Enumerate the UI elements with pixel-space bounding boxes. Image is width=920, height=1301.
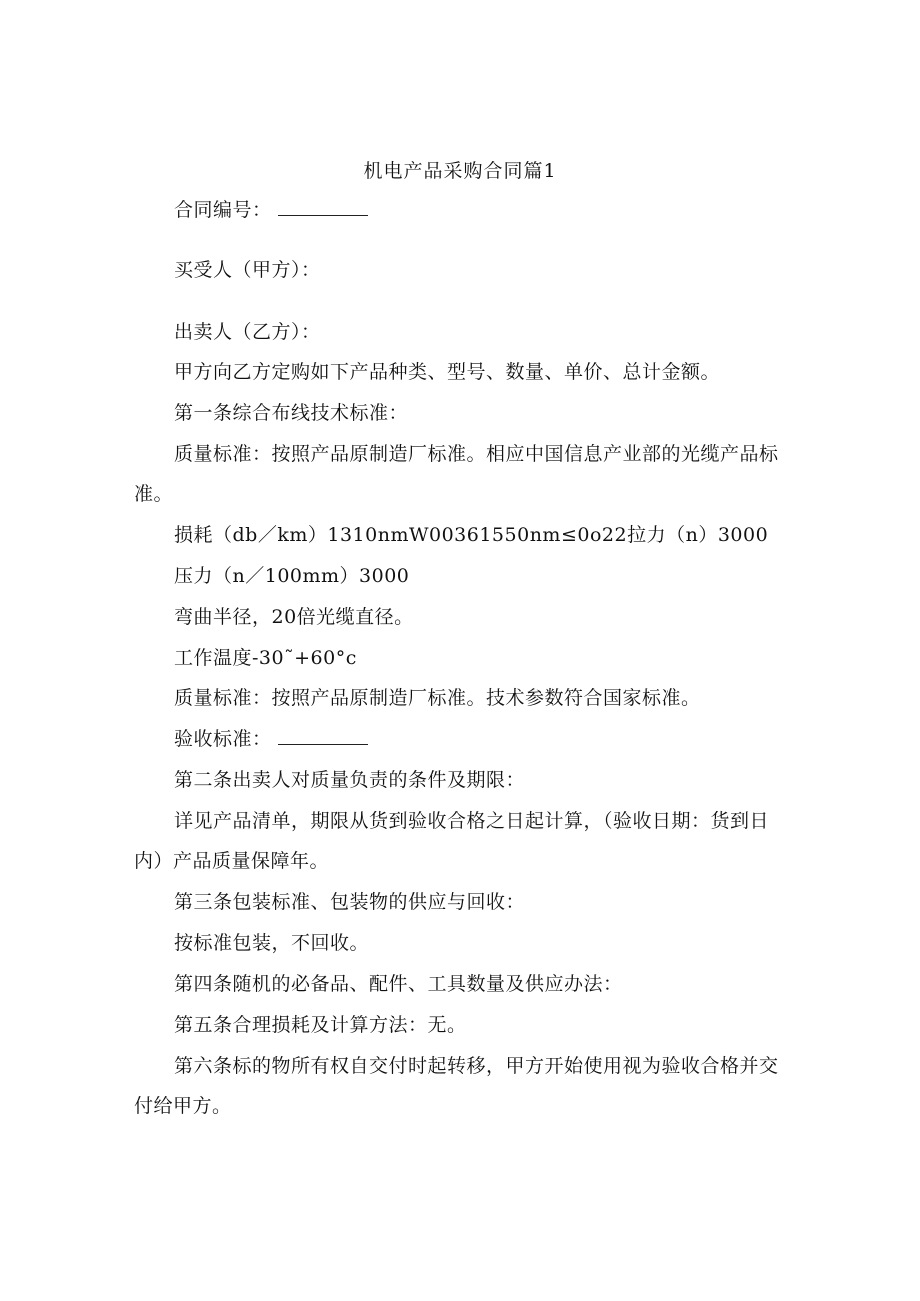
article-1-quality-standard-2: 质量标准：按照产品原制造厂标准。技术参数符合国家标准。 bbox=[174, 687, 701, 709]
article-4-title: 第四条随机的必备品、配件、工具数量及供应办法： bbox=[174, 973, 623, 995]
article-1-title: 第一条综合布线技术标准： bbox=[174, 402, 409, 424]
contract-number-line bbox=[134, 190, 834, 230]
document-title: 机电产品采购合同篇1 bbox=[363, 160, 557, 182]
article-3-body: 按标准包装，不回收。 bbox=[174, 932, 370, 954]
seller-line: 出卖人（乙方）： bbox=[174, 321, 321, 343]
article-1-temperature-spec: 工作温度-30˜+60°c bbox=[174, 647, 357, 669]
contract-number-label: 合同编号： bbox=[174, 199, 272, 221]
article-6-body: 第六条标的物所有权自交付时起转移，甲方开始使用视为验收合格并交付给甲方。 bbox=[134, 1055, 779, 1117]
buyer-line: 买受人（甲方）： bbox=[174, 259, 321, 281]
article-1-quality-standard: 质量标准：按照产品原制造厂标准。相应中国信息产业部的光缆产品标准。 bbox=[134, 443, 779, 505]
article-1-pressure-spec: 压力（n／100mm）3000 bbox=[174, 565, 410, 587]
article-1-loss-spec: 损耗（db／km）1310nmW00361550nm≤0o22拉力（n）3000 bbox=[174, 524, 769, 546]
acceptance-standard-line bbox=[134, 719, 834, 759]
contract-number-blank bbox=[278, 197, 368, 216]
acceptance-standard-label: 验收标准： bbox=[174, 728, 272, 750]
article-2-title: 第二条出卖人对质量负责的条件及期限： bbox=[174, 769, 526, 791]
article-1-bend-spec: 弯曲半径，20倍光缆直径。 bbox=[174, 606, 414, 628]
intro-paragraph: 甲方向乙方定购如下产品种类、型号、数量、单价、总计金额。 bbox=[174, 361, 721, 383]
article-3-title: 第三条包装标准、包装物的供应与回收： bbox=[174, 891, 526, 913]
article-5-title: 第五条合理损耗及计算方法：无。 bbox=[174, 1014, 467, 1036]
article-2-body: 详见产品清单，期限从货到验收合格之日起计算，（验收日期：货到日内）产品质量保障年。 bbox=[134, 810, 770, 872]
acceptance-standard-blank bbox=[278, 726, 368, 745]
